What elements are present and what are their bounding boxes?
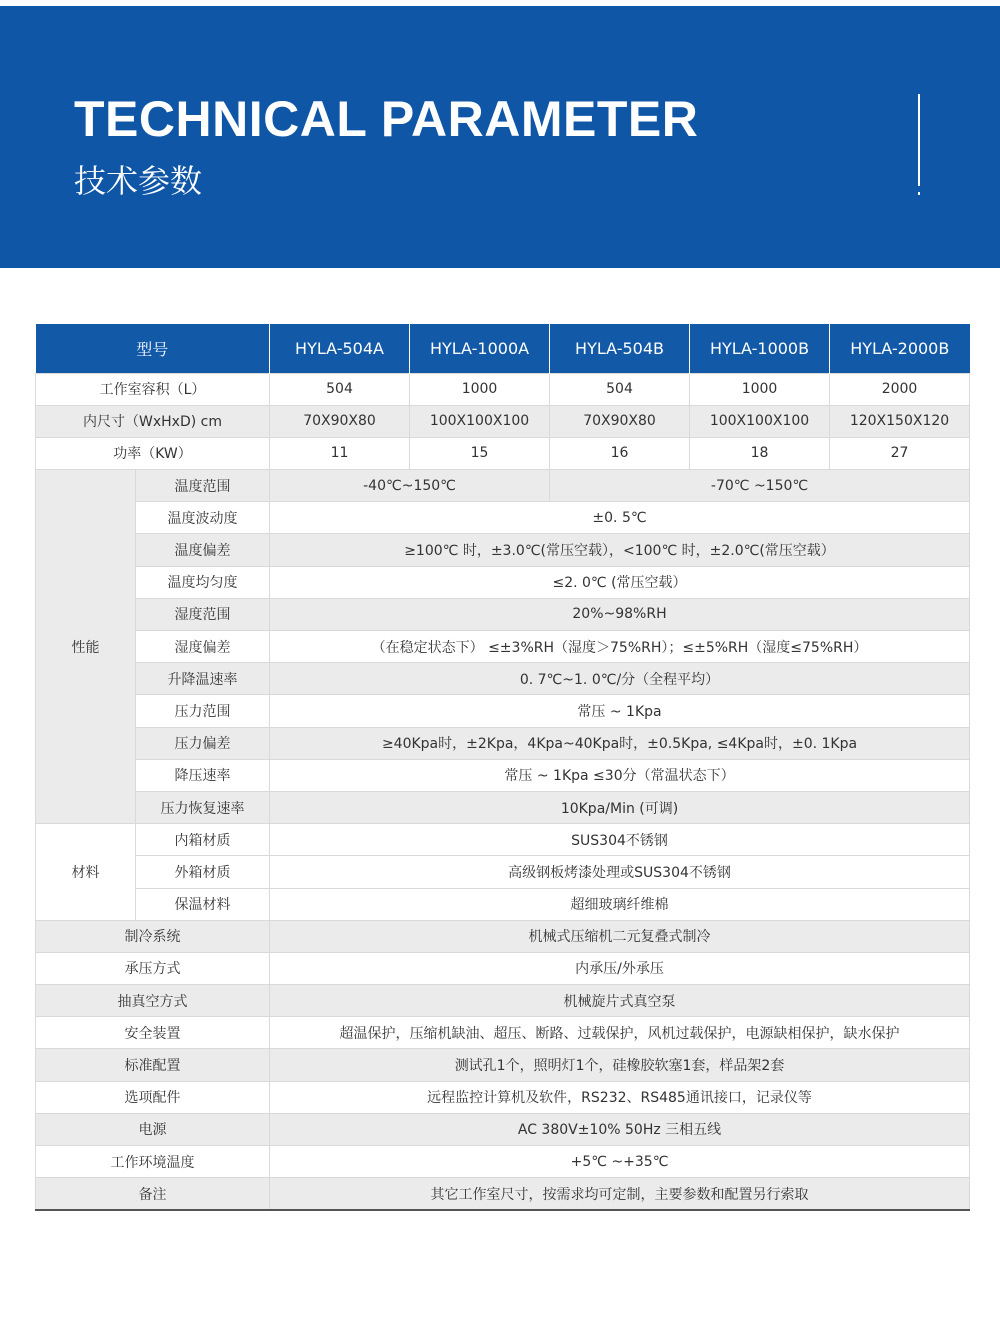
header-banner	[0, 6, 1000, 268]
cell-value: 内承压/外承压	[270, 952, 970, 984]
row-label: 外箱材质	[136, 856, 270, 888]
cell-value: 20%~98%RH	[270, 598, 970, 630]
table-row	[36, 824, 970, 856]
cell-value: ≤2. 0℃ (常压空载）	[270, 566, 970, 598]
table-row	[36, 1178, 970, 1210]
cell-value: 504	[270, 373, 410, 405]
table-row	[36, 502, 970, 534]
cell-value: -70℃ ~150℃	[550, 470, 970, 502]
cell-value: AC 380V±10% 50Hz 三相五线	[270, 1113, 970, 1145]
decorative-vertical-line	[918, 94, 920, 186]
table-row	[36, 791, 970, 823]
cell-value: 120X150X120	[830, 405, 970, 437]
row-label: 湿度偏差	[136, 631, 270, 663]
cell-value: 机械旋片式真空泵	[270, 985, 970, 1017]
cell-value: 16	[550, 437, 690, 469]
row-label: 电源	[36, 1113, 270, 1145]
cell-value: 超细玻璃纤维棉	[270, 888, 970, 920]
group-label-material: 材料	[36, 824, 136, 921]
cell-value: 100X100X100	[410, 405, 550, 437]
row-label: 抽真空方式	[36, 985, 270, 1017]
cell-value: 10Kpa/Min (可调)	[270, 791, 970, 823]
table-row	[36, 920, 970, 952]
table-row	[36, 598, 970, 630]
row-label: 压力范围	[136, 695, 270, 727]
table-row	[36, 566, 970, 598]
row-label: 保温材料	[136, 888, 270, 920]
table-row	[36, 470, 970, 502]
cell-value: ≥100℃ 时，±3.0℃(常压空载），<100℃ 时，±2.0℃(常压空载）	[270, 534, 970, 566]
row-label: 温度波动度	[136, 502, 270, 534]
table-row	[36, 985, 970, 1017]
cell-value: 常压 ~ 1Kpa	[270, 695, 970, 727]
table-row	[36, 695, 970, 727]
row-label: 温度范围	[136, 470, 270, 502]
table-row	[36, 1017, 970, 1049]
table-row	[36, 888, 970, 920]
table-row	[36, 1049, 970, 1081]
cell-value: 机械式压缩机二元复叠式制冷	[270, 920, 970, 952]
table-row	[36, 405, 970, 437]
row-label: 压力偏差	[136, 727, 270, 759]
cell-value: SUS304不锈钢	[270, 824, 970, 856]
cell-value: 2000	[830, 373, 970, 405]
cell-value: 27	[830, 437, 970, 469]
table-row	[36, 1081, 970, 1113]
table-row	[36, 759, 970, 791]
cell-value: 18	[690, 437, 830, 469]
row-label: 温度均匀度	[136, 566, 270, 598]
table-row	[36, 534, 970, 566]
model-header: HYLA-504B	[550, 324, 690, 373]
cell-value: 11	[270, 437, 410, 469]
row-label: 制冷系统	[36, 920, 270, 952]
cell-value: 1000	[410, 373, 550, 405]
table-row	[36, 1113, 970, 1145]
cell-value: ±0. 5℃	[270, 502, 970, 534]
row-label: 降压速率	[136, 759, 270, 791]
row-label: 承压方式	[36, 952, 270, 984]
table-row	[36, 856, 970, 888]
row-label: 内尺寸（WxHxD) cm	[36, 405, 270, 437]
table-row	[36, 631, 970, 663]
row-label: 选项配件	[36, 1081, 270, 1113]
model-header: HYLA-1000A	[410, 324, 550, 373]
page-title-cn: 技术参数	[74, 162, 203, 200]
row-label: 工作环境温度	[36, 1146, 270, 1178]
cell-value: 504	[550, 373, 690, 405]
group-label-performance: 性能	[36, 470, 136, 824]
cell-value: +5℃ ~+35℃	[270, 1146, 970, 1178]
row-label: 内箱材质	[136, 824, 270, 856]
cell-value: 0. 7℃~1. 0℃/分（全程平均）	[270, 663, 970, 695]
row-label: 升降温速率	[136, 663, 270, 695]
model-header-label: 型号	[36, 324, 270, 373]
table-row	[36, 952, 970, 984]
model-header: HYLA-504A	[270, 324, 410, 373]
page-title-en: TECHNICAL PARAMETER	[74, 91, 699, 147]
row-label: 标准配置	[36, 1049, 270, 1081]
cell-value: ≥40Kpa时，±2Kpa，4Kpa~40Kpa时，±0.5Kpa, ≤4Kpa时，±0. 1Kpa	[270, 727, 970, 759]
cell-value: 1000	[690, 373, 830, 405]
cell-value: （在稳定状态下） ≤±3%RH（湿度＞75%RH）；≤±5%RH（湿度≤75%RH）	[270, 631, 970, 663]
table-row	[36, 1146, 970, 1178]
table-header-row	[36, 324, 970, 373]
row-label: 安全装置	[36, 1017, 270, 1049]
cell-value: 超温保护，压缩机缺油、超压、断路、过载保护，风机过载保护，电源缺相保护，缺水保护	[270, 1017, 970, 1049]
cell-value: 测试孔1个，照明灯1个，硅橡胶软塞1套，样品架2套	[270, 1049, 970, 1081]
spec-table	[35, 324, 970, 1211]
row-label: 功率（KW）	[36, 437, 270, 469]
row-label: 备注	[36, 1178, 270, 1210]
cell-value: 远程监控计算机及软件，RS232、RS485通讯接口，记录仪等	[270, 1081, 970, 1113]
table-row	[36, 373, 970, 405]
model-header: HYLA-2000B	[830, 324, 970, 373]
table-row	[36, 437, 970, 469]
model-header: HYLA-1000B	[690, 324, 830, 373]
cell-value: 常压 ~ 1Kpa ≤30分（常温状态下）	[270, 759, 970, 791]
table-row	[36, 727, 970, 759]
cell-value: -40℃~150℃	[270, 470, 550, 502]
decorative-dot	[918, 192, 920, 195]
row-label: 温度偏差	[136, 534, 270, 566]
cell-value: 70X90X80	[550, 405, 690, 437]
row-label: 工作室容积（L）	[36, 373, 270, 405]
cell-value: 高级钢板烤漆处理或SUS304不锈钢	[270, 856, 970, 888]
cell-value: 15	[410, 437, 550, 469]
row-label: 压力恢复速率	[136, 791, 270, 823]
cell-value: 其它工作室尺寸，按需求均可定制，主要参数和配置另行索取	[270, 1178, 970, 1210]
table-row	[36, 663, 970, 695]
cell-value: 100X100X100	[690, 405, 830, 437]
cell-value: 70X90X80	[270, 405, 410, 437]
row-label: 湿度范围	[136, 598, 270, 630]
